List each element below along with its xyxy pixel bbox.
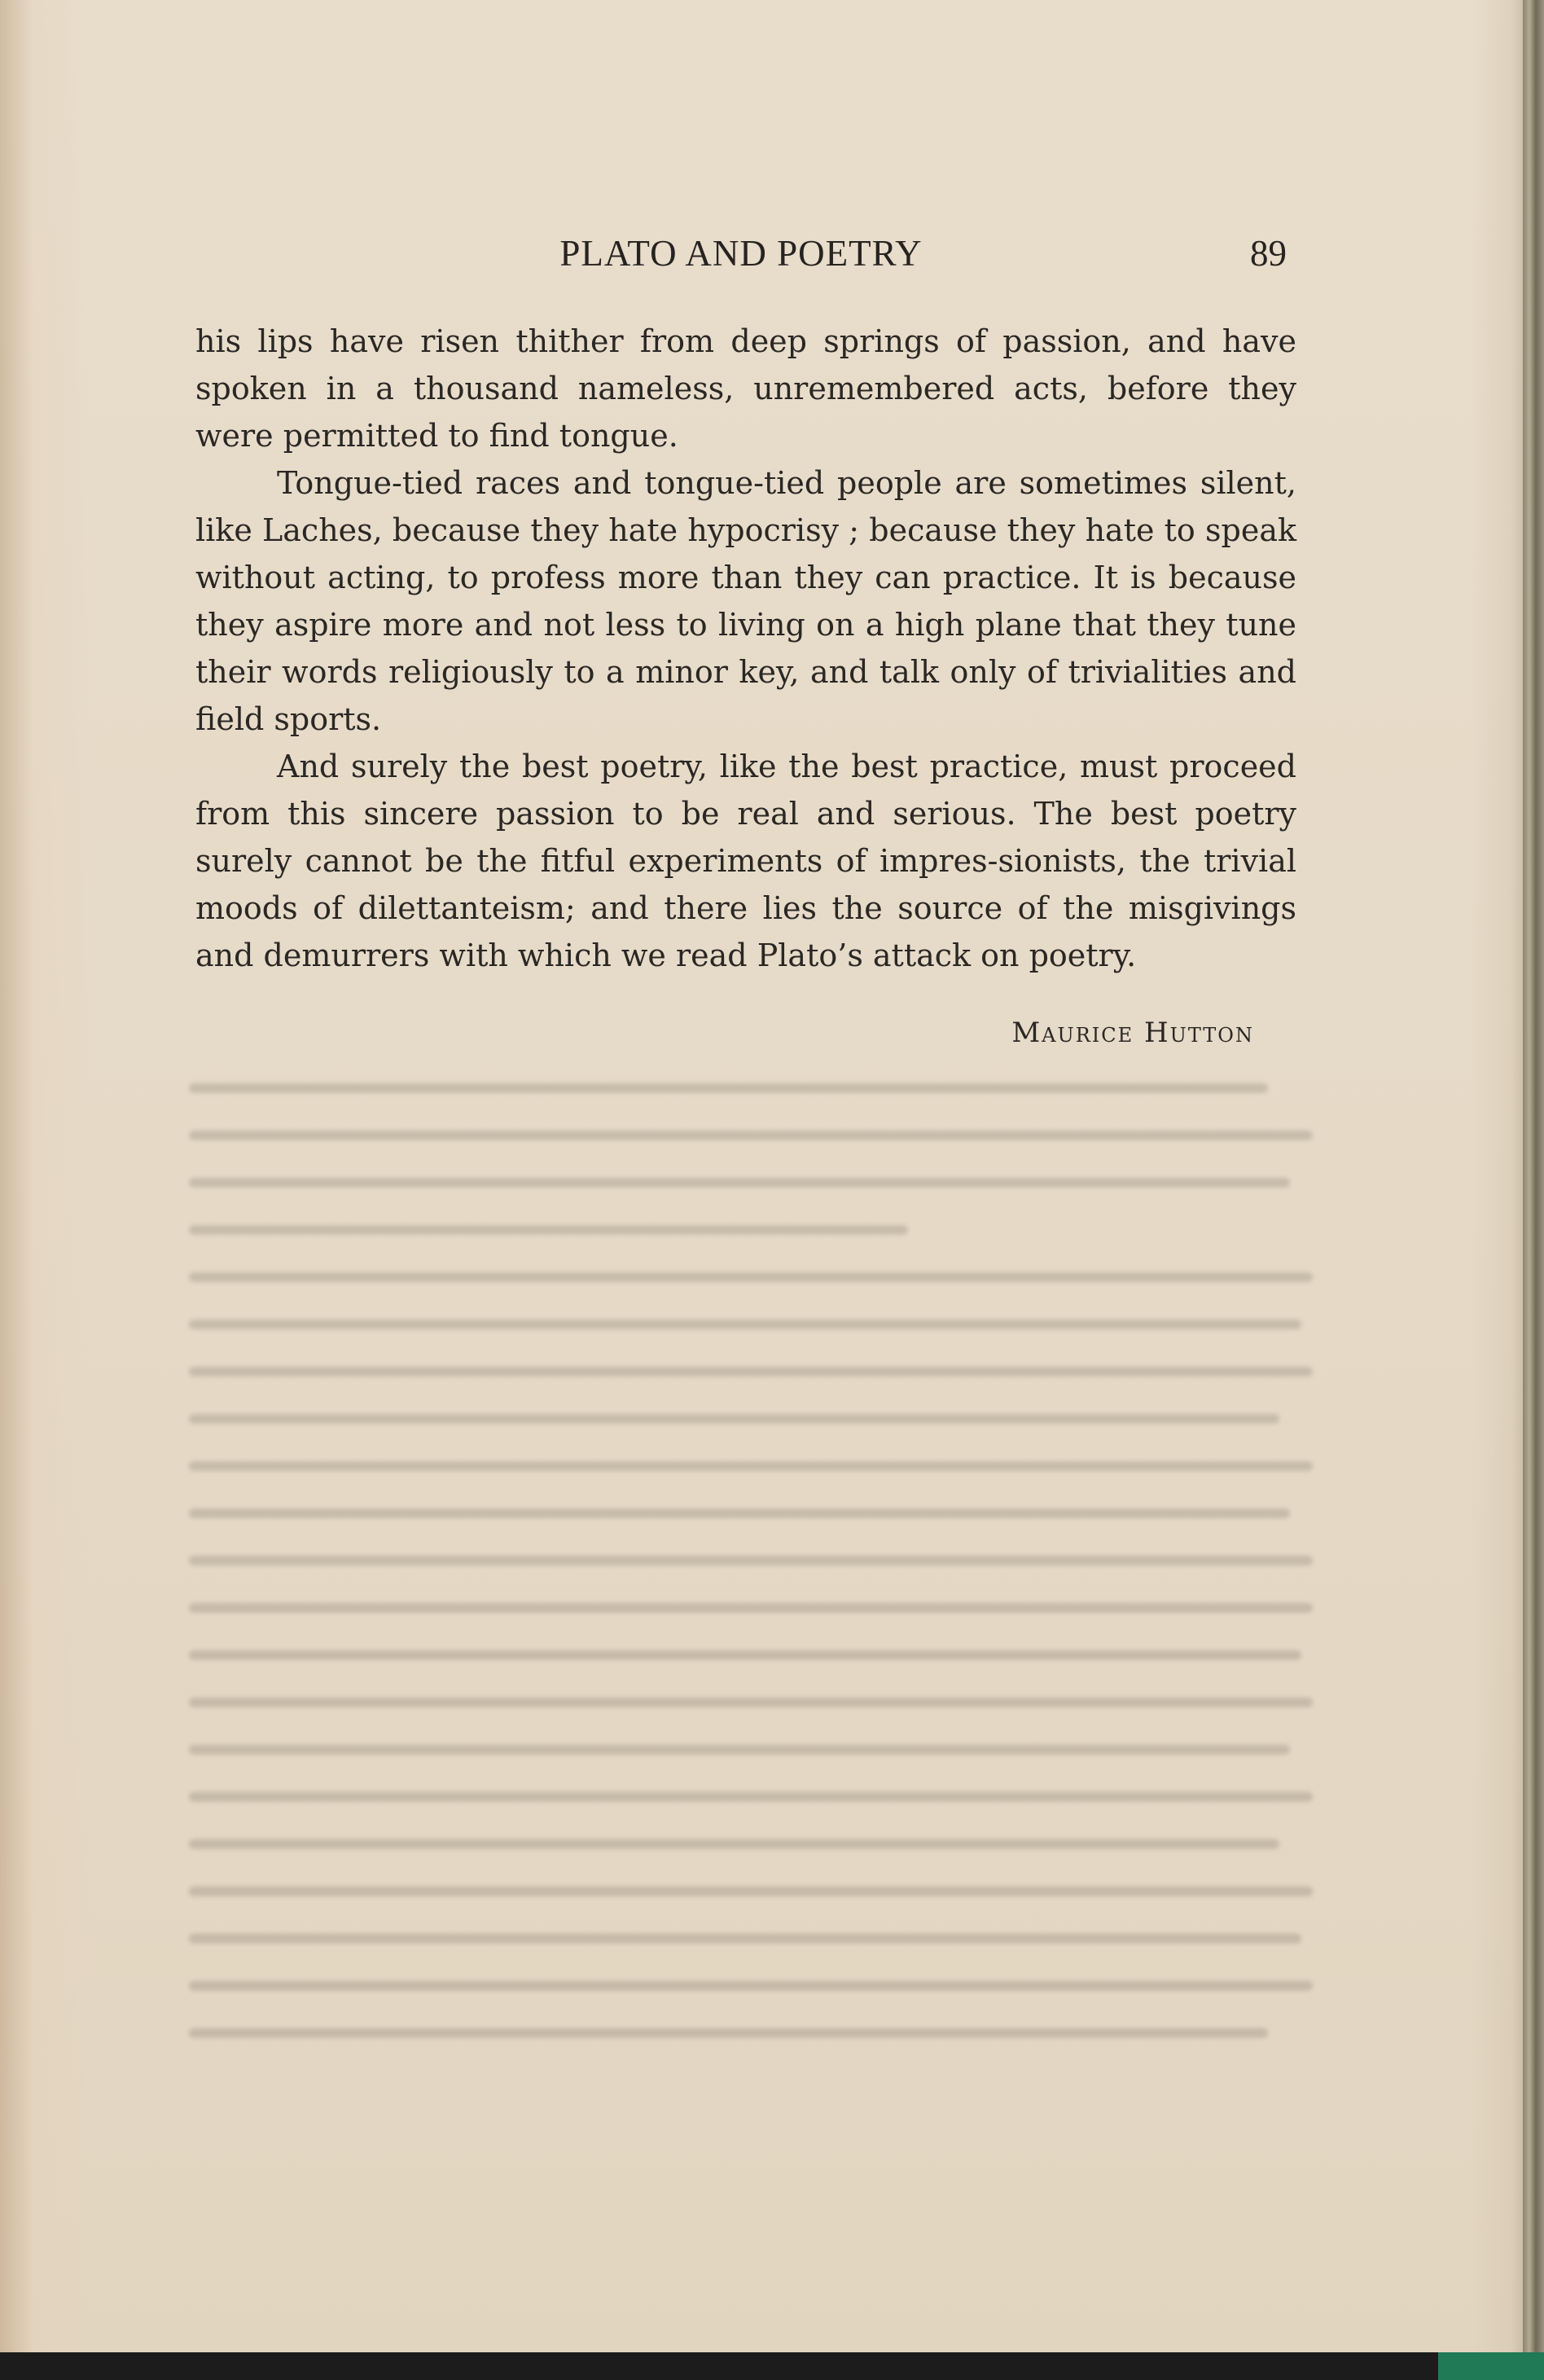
running-title: PLATO AND POETRY: [559, 233, 923, 274]
body-text: [195, 318, 1296, 979]
page-number: 89: [1250, 233, 1287, 274]
cover-edge: [1438, 2352, 1544, 2380]
paragraph-1: his lips have risen thither from deep springs of passion, and have spoken in a thousand nameless, unremembered acts, before they were permitted to find tongue.: [195, 323, 1296, 454]
paragraph-2: Tongue-tied races and tongue-tied people are sometimes silent, like Laches, because they hate hypocrisy ; because they hate to speak without acting, to profess more than they can practice. It is because they aspire more and not less to living on a high plane that they tune their words religiously to a minor key, and talk only of trivialities and field sports.: [195, 465, 1296, 737]
author-signature: Maurice Hutton: [1011, 1017, 1254, 1049]
running-head: [195, 232, 1287, 281]
show-through-text: [189, 1083, 1313, 2085]
scan-bottom-edge: [0, 2352, 1544, 2380]
paragraph-3: And surely the best poetry, like the best practice, must proceed from this sincere passion to be real and serious. The best poetry surely cannot be the fitful experiments of impres-sionists, the trivial moods of dilettanteism; and there lies the source of the misgivings and demurrers with which we read Plato’s attack on poetry.: [195, 749, 1296, 973]
page-edge: [1523, 0, 1544, 2380]
